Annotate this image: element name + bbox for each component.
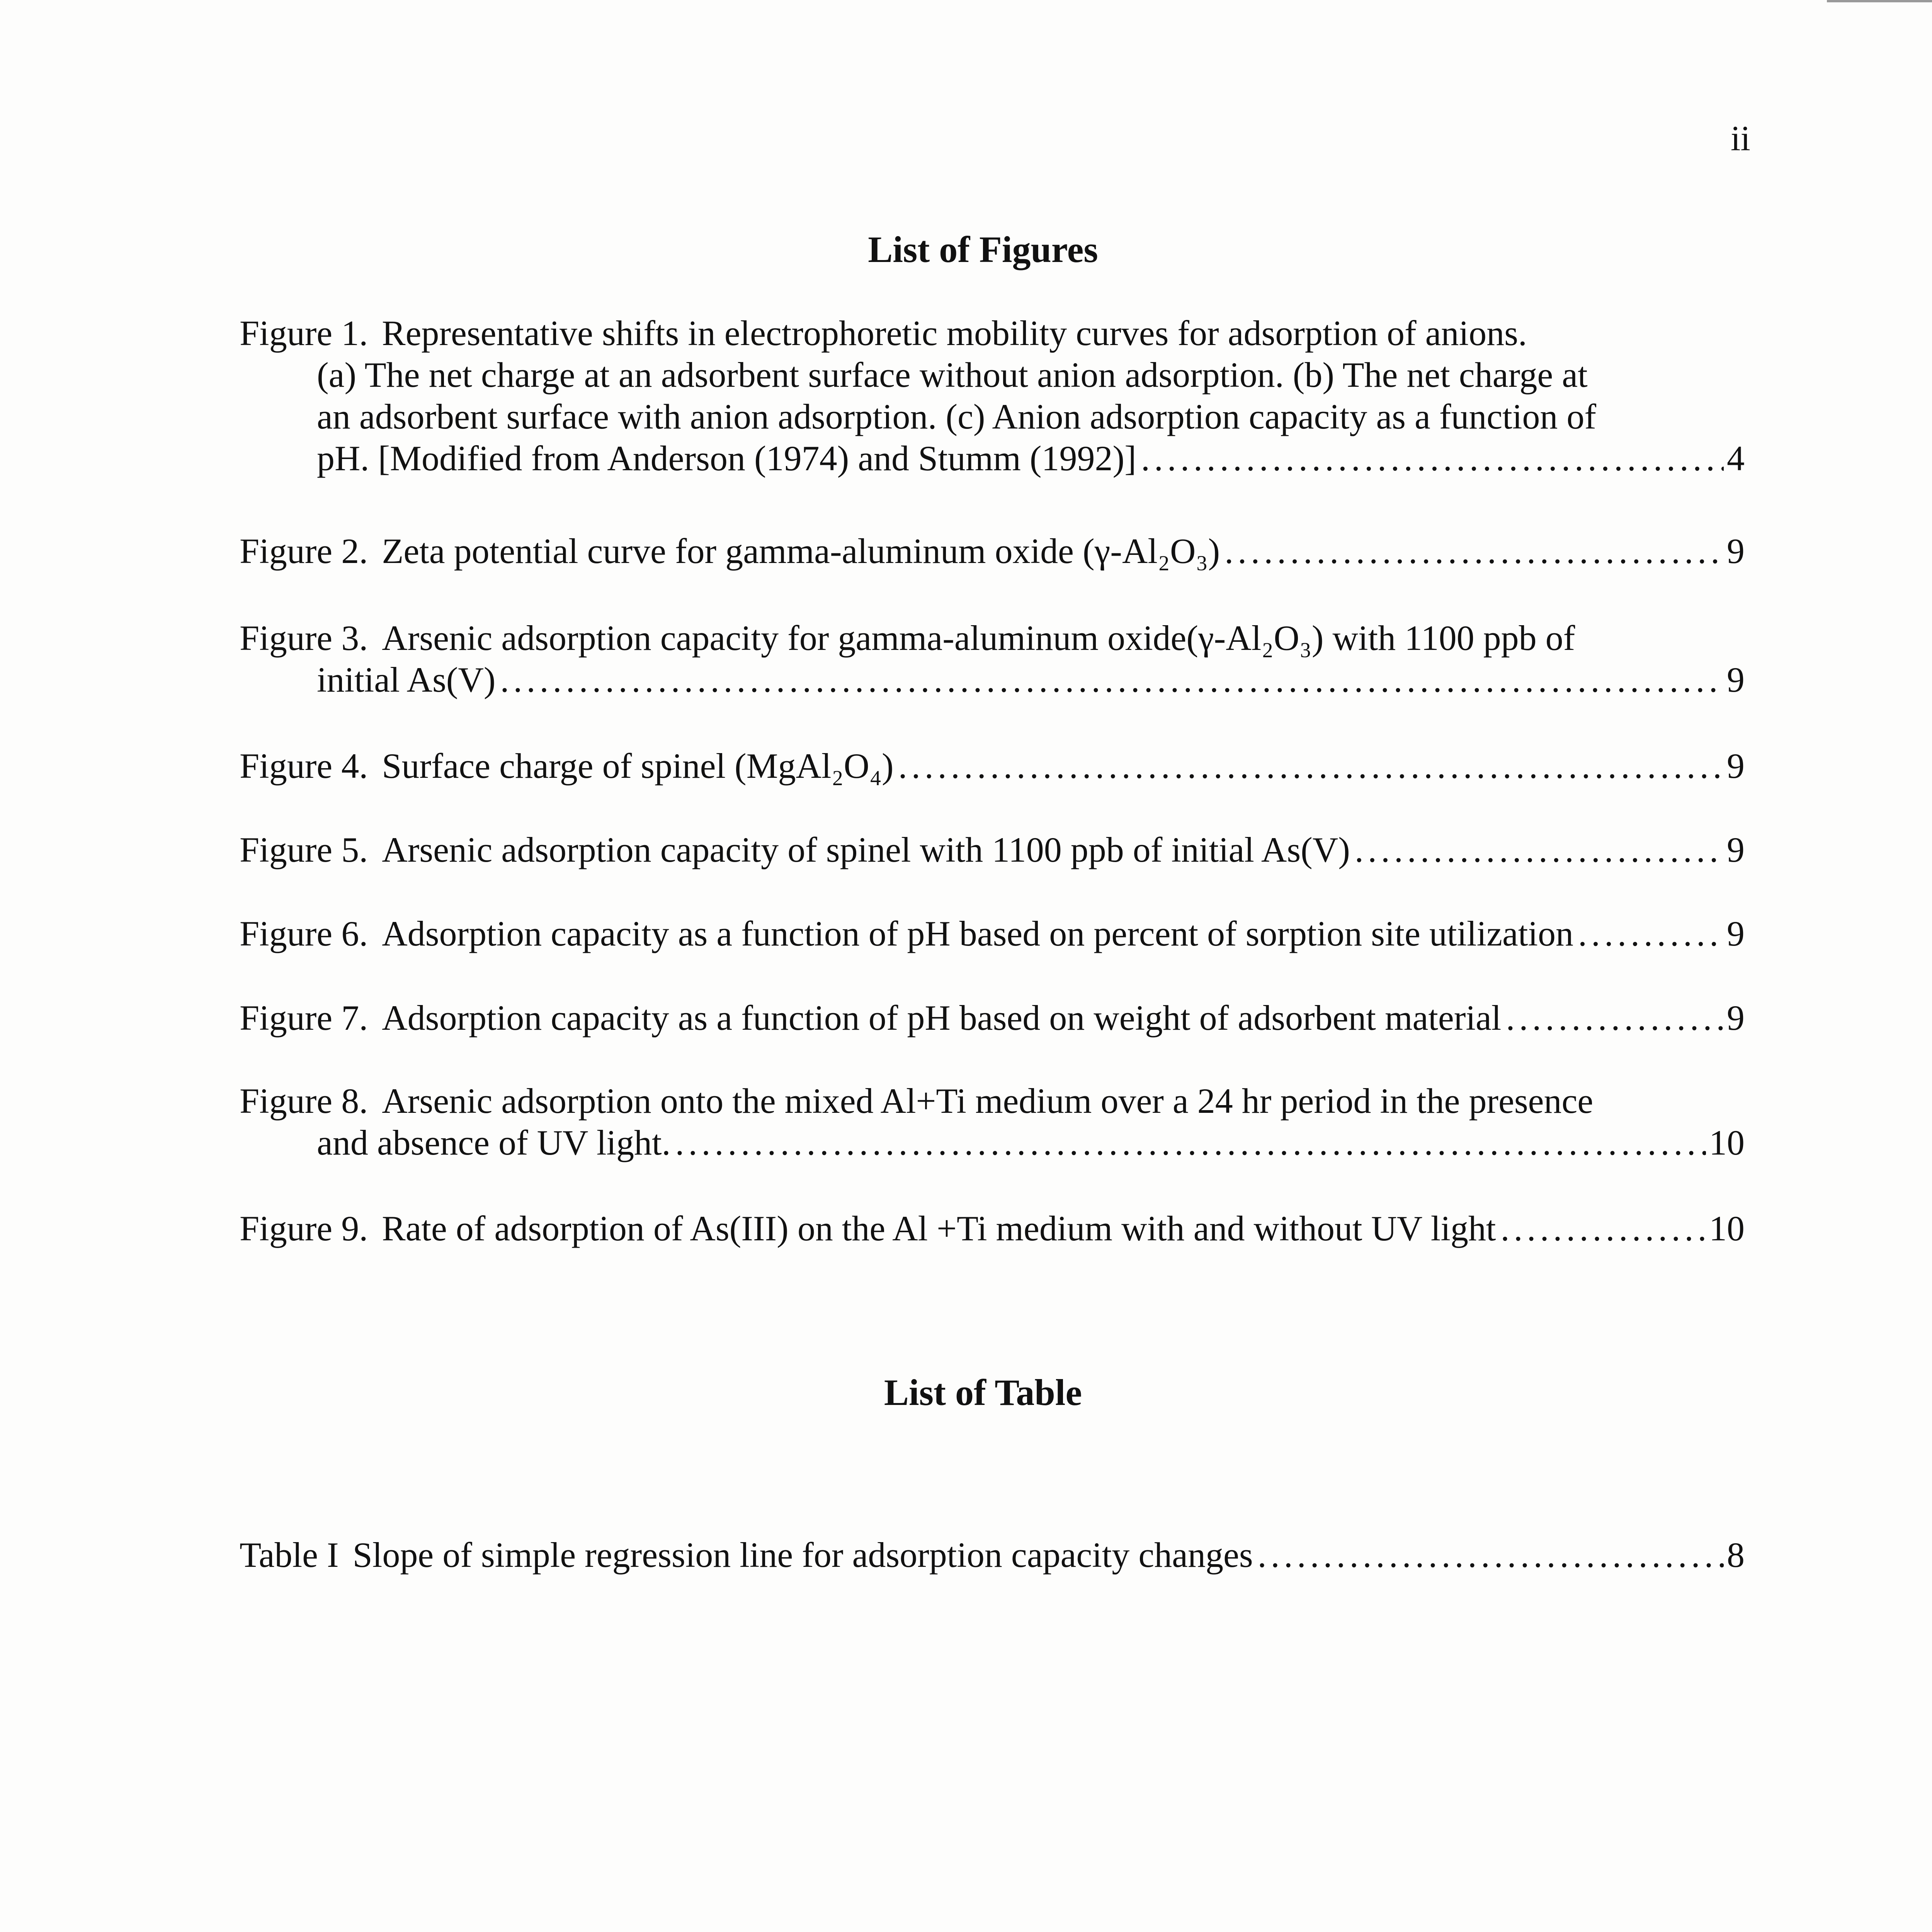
entry-page-number: 9 <box>1727 830 1745 869</box>
list-of-figures-title: List of Figures <box>868 229 1098 270</box>
figure-entry-1[interactable] <box>240 312 1745 479</box>
entry-page-number: 9 <box>1727 531 1745 571</box>
entry-label: Figure 3. <box>240 618 368 658</box>
entry-text: Representative shifts in electrophoretic mobility curves for adsorption of anions. <box>382 313 1527 353</box>
figure-entry-4[interactable] <box>240 745 1745 787</box>
table-entry-1[interactable] <box>240 1534 1745 1576</box>
entry-page-number: 4 <box>1727 439 1745 478</box>
dot-leader <box>1578 913 1724 954</box>
entry-label: Figure 2. <box>240 531 368 571</box>
entry-label: Figure 4. <box>240 746 368 786</box>
entry-text: Arsenic adsorption capacity for gamma-aluminum oxide(γ-Al₂O₃) with 1100 ppb of <box>382 618 1575 658</box>
entry-page-number: 8 <box>1727 1535 1745 1575</box>
entry-text: and absence of UV light. <box>317 1123 671 1162</box>
dot-leader <box>1225 530 1724 572</box>
dot-leader <box>1500 1208 1706 1249</box>
figure-entry-7[interactable] <box>240 997 1745 1039</box>
entry-text: Zeta potential curve for gamma-aluminum oxide (γ-Al₂O₃) <box>382 531 1220 571</box>
dot-leader <box>500 659 1724 701</box>
figure-entry-2[interactable] <box>240 530 1745 572</box>
entry-text: Arsenic adsorption capacity of spinel with 1100 ppb of initial As(V) <box>382 830 1350 869</box>
figure-entry-8[interactable] <box>240 1080 1745 1163</box>
page-number: ii <box>1730 119 1750 158</box>
entry-text: (a) The net charge at an adsorbent surface without anion adsorption. (b) The net charge at <box>317 355 1588 395</box>
entry-page-number: 9 <box>1727 998 1745 1037</box>
entry-page-number: 9 <box>1727 660 1745 699</box>
entry-page-number: 10 <box>1709 1209 1745 1248</box>
entry-label: Figure 5. <box>240 830 368 869</box>
scan-top-rule <box>1827 0 1932 2</box>
entry-label: Figure 9. <box>240 1209 368 1248</box>
entry-text: an adsorbent surface with anion adsorption. (c) Anion adsorption capacity as a function of <box>317 397 1597 436</box>
dot-leader <box>1141 437 1724 479</box>
dot-leader <box>1355 829 1724 871</box>
entry-label: Figure 8. <box>240 1081 368 1121</box>
entry-text: Rate of adsorption of As(III) on the Al +Ti medium with and without UV light <box>382 1209 1496 1248</box>
dot-leader <box>1506 997 1724 1039</box>
entry-text: Adsorption capacity as a function of pH based on percent of sorption site utilization <box>382 914 1573 953</box>
entry-text: Adsorption capacity as a function of pH based on weight of adsorbent material <box>382 998 1502 1037</box>
figure-entry-5[interactable] <box>240 829 1745 871</box>
figure-entry-3[interactable] <box>240 617 1745 701</box>
entry-label: Figure 7. <box>240 998 368 1037</box>
entry-text: Surface charge of spinel (MgAl₂O₄) <box>382 746 894 786</box>
figure-entry-6[interactable] <box>240 913 1745 954</box>
dot-leader <box>898 745 1724 787</box>
entry-text: Arsenic adsorption onto the mixed Al+Ti medium over a 24 hr period in the presence <box>382 1081 1594 1121</box>
entry-text: initial As(V) <box>317 660 496 699</box>
entry-page-number: 9 <box>1727 746 1745 786</box>
list-of-table-title: List of Table <box>884 1372 1082 1413</box>
entry-label: Figure 6. <box>240 914 368 953</box>
dot-leader <box>675 1122 1706 1163</box>
entry-page-number: 10 <box>1709 1123 1745 1162</box>
dot-leader <box>1258 1534 1724 1576</box>
entry-page-number: 9 <box>1727 914 1745 953</box>
entry-text: pH. [Modified from Anderson (1974) and Stumm (1992)] <box>317 439 1136 478</box>
entry-label: Figure 1. <box>240 313 368 353</box>
entry-label: Table I <box>240 1535 339 1575</box>
entry-text: Slope of simple regression line for adsorption capacity changes <box>352 1535 1253 1575</box>
figure-entry-9[interactable] <box>240 1208 1745 1249</box>
